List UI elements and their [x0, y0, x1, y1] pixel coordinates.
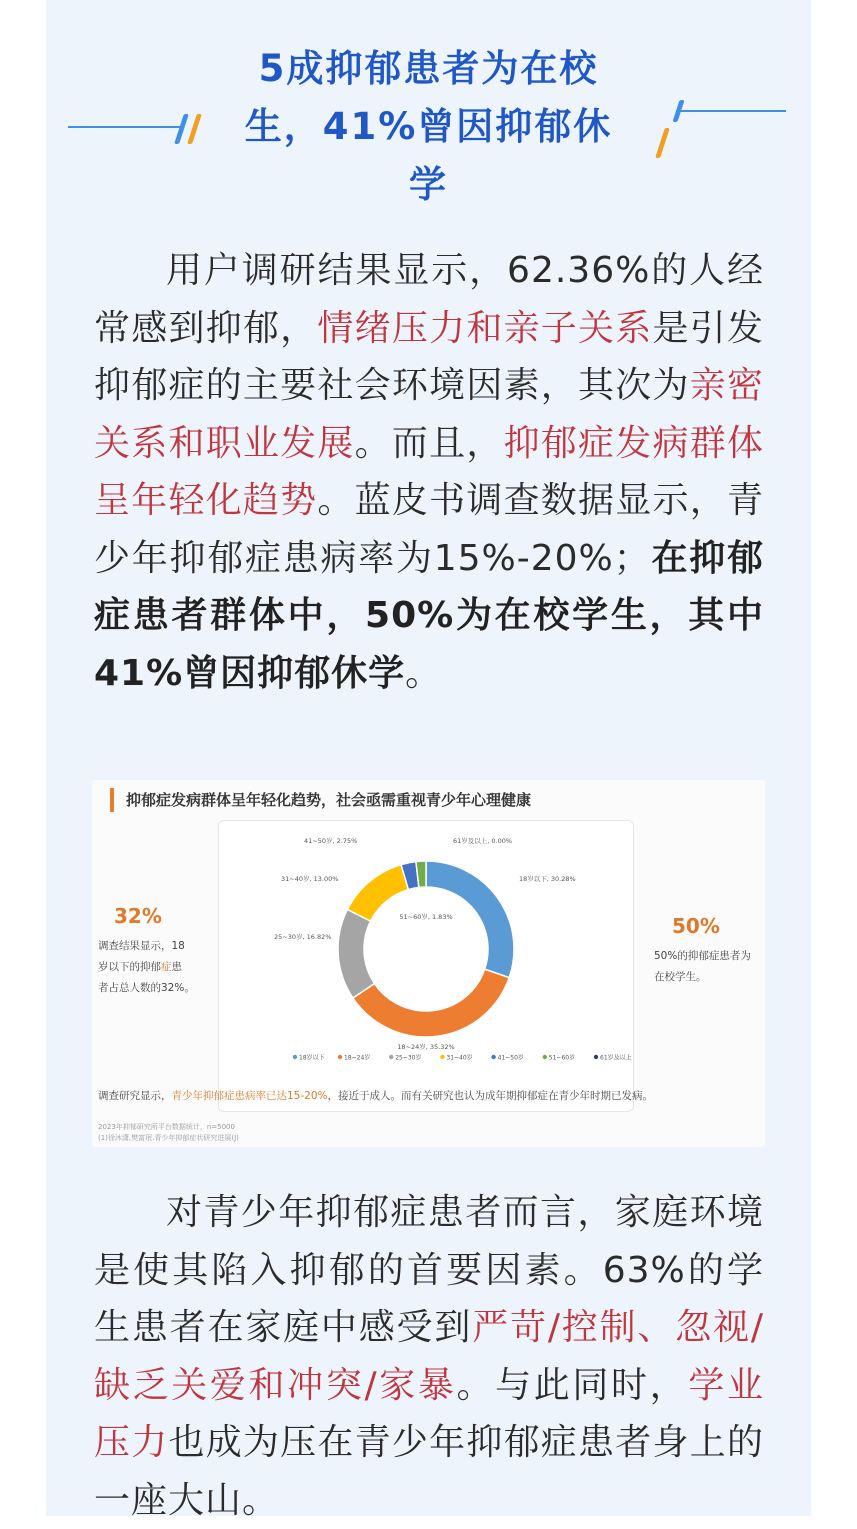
donut-chart	[219, 821, 633, 1111]
title-deco-line-right	[676, 110, 786, 112]
para2-highlight-2: 学业压力	[94, 1364, 764, 1463]
right-stat-line-1: 50%的抑郁症患者为	[654, 950, 751, 962]
title-line-2: 生，41%曾因抑郁休	[244, 105, 613, 148]
donut-slice-2	[353, 969, 509, 1037]
para1-highlight-1: 情绪压力和亲子关系	[317, 307, 653, 349]
left-stat-line-2c: 患	[171, 961, 182, 973]
left-stat-line-2a: 岁以下的抑郁	[98, 961, 161, 973]
figure-footer-highlight: 青少年抑郁症患病率已达15-20%	[171, 1090, 328, 1102]
left-stat-line-3: 者占总人数的32%。	[98, 982, 195, 994]
title-line-3: 学	[409, 163, 448, 206]
left-stat-value: 32%	[114, 904, 162, 928]
page-title	[200, 40, 657, 214]
legend-label-4: 31~40岁	[446, 1054, 473, 1062]
title-deco-line-left	[68, 126, 180, 128]
legend-marker-4	[440, 1055, 444, 1059]
para2-text-1: 对青少年抑郁症患者而言，家庭环境是使其陷入抑郁的首要因素。63%的学生患者在家庭中感受到	[94, 1192, 764, 1348]
figure-footer-pre: 调查研究显示，	[98, 1090, 172, 1102]
legend-marker-2	[338, 1055, 342, 1059]
legend-label-2: 18~24岁	[344, 1054, 371, 1062]
slice-label-3: 25~30岁, 16.82%	[274, 933, 332, 941]
slice-label-7: 61岁及以上, 0.00%	[453, 837, 513, 845]
legend-label-3: 25~30岁	[395, 1054, 422, 1062]
figure-footer	[98, 1088, 653, 1103]
left-stat-line-1: 调查结果显示，18	[98, 940, 185, 952]
figure-footer-post: ，接近于成人。而有关研究也认为成年期抑郁症在青少年时期已发病。	[327, 1090, 653, 1102]
para2-highlight-1: 严苛/控制、忽视/缺乏关爱和冲突/家暴	[94, 1307, 764, 1406]
legend-marker-5	[491, 1055, 495, 1059]
slice-label-4: 31~40岁, 13.00%	[281, 875, 339, 883]
paragraph-1	[94, 242, 764, 702]
legend-label-5: 41~50岁	[497, 1054, 524, 1062]
para1-text-4: 。蓝皮书调查数据显示，青少年抑郁症患病率为15%-20%；	[94, 480, 764, 579]
para1-highlight-2: 亲密关系和职业发展	[94, 365, 764, 464]
left-stat-line-2b: 症	[161, 961, 172, 973]
legend-marker-7	[594, 1055, 598, 1059]
para1-text-3: 。而且，	[354, 422, 504, 464]
para1-text-2: 是引发抑郁症的主要社会环境因素，其次为	[94, 307, 764, 406]
paragraph-2	[94, 1184, 764, 1529]
para2-text-2: 。与此同时，	[456, 1364, 689, 1406]
para1-bold: 在抑郁症患者群体中，50%为在校学生，其中41%曾因抑郁休学	[94, 537, 764, 694]
legend-label-6: 51~60岁	[548, 1054, 576, 1062]
para2-text-3: 也成为压在青少年抑郁症患者身上的一座大山。	[94, 1422, 764, 1521]
legend-marker-1	[293, 1055, 297, 1059]
donut-slice-3	[338, 909, 375, 998]
right-stat-line-2: 在校学生。	[654, 971, 707, 983]
para1-text-5: 。	[405, 652, 443, 694]
legend-label-1: 18岁以下	[299, 1054, 325, 1062]
right-stat-desc	[654, 946, 751, 988]
chart-card	[218, 820, 634, 1112]
figure-source-2: (1)徐沐潇,樊富珉.青少年抑郁症状研究进展(J)	[98, 1134, 239, 1142]
legend-marker-3	[389, 1055, 393, 1059]
legend-label-7: 61岁及以上	[600, 1054, 632, 1062]
infographic-figure	[92, 780, 765, 1147]
slice-label-6: 51~60岁, 1.83%	[399, 913, 453, 921]
legend-marker-6	[543, 1055, 547, 1059]
slice-label-1: 18岁以下, 30.28%	[519, 875, 576, 883]
para1-highlight-3: 抑郁症发病群体呈年轻化趋势	[94, 422, 764, 521]
title-line-1: 5成抑郁患者为在校	[258, 47, 599, 90]
para1-text-1: 用户调研结果显示，62.36%的人经常感到抑郁，	[94, 250, 764, 349]
slice-label-5: 41~50岁, 2.75%	[304, 837, 358, 845]
left-stat-line-2	[98, 957, 195, 978]
slice-label-2: 18~24岁, 35.32%	[397, 1043, 455, 1051]
right-stat-value: 50%	[672, 914, 720, 938]
left-stat-desc	[98, 936, 195, 999]
figure-source-1: 2023年抑郁研究所平台数据统计，n=5000	[98, 1123, 235, 1131]
figure-title: 抑郁症发病群体呈年轻化趋势，社会亟需重视青少年心理健康	[110, 788, 531, 812]
